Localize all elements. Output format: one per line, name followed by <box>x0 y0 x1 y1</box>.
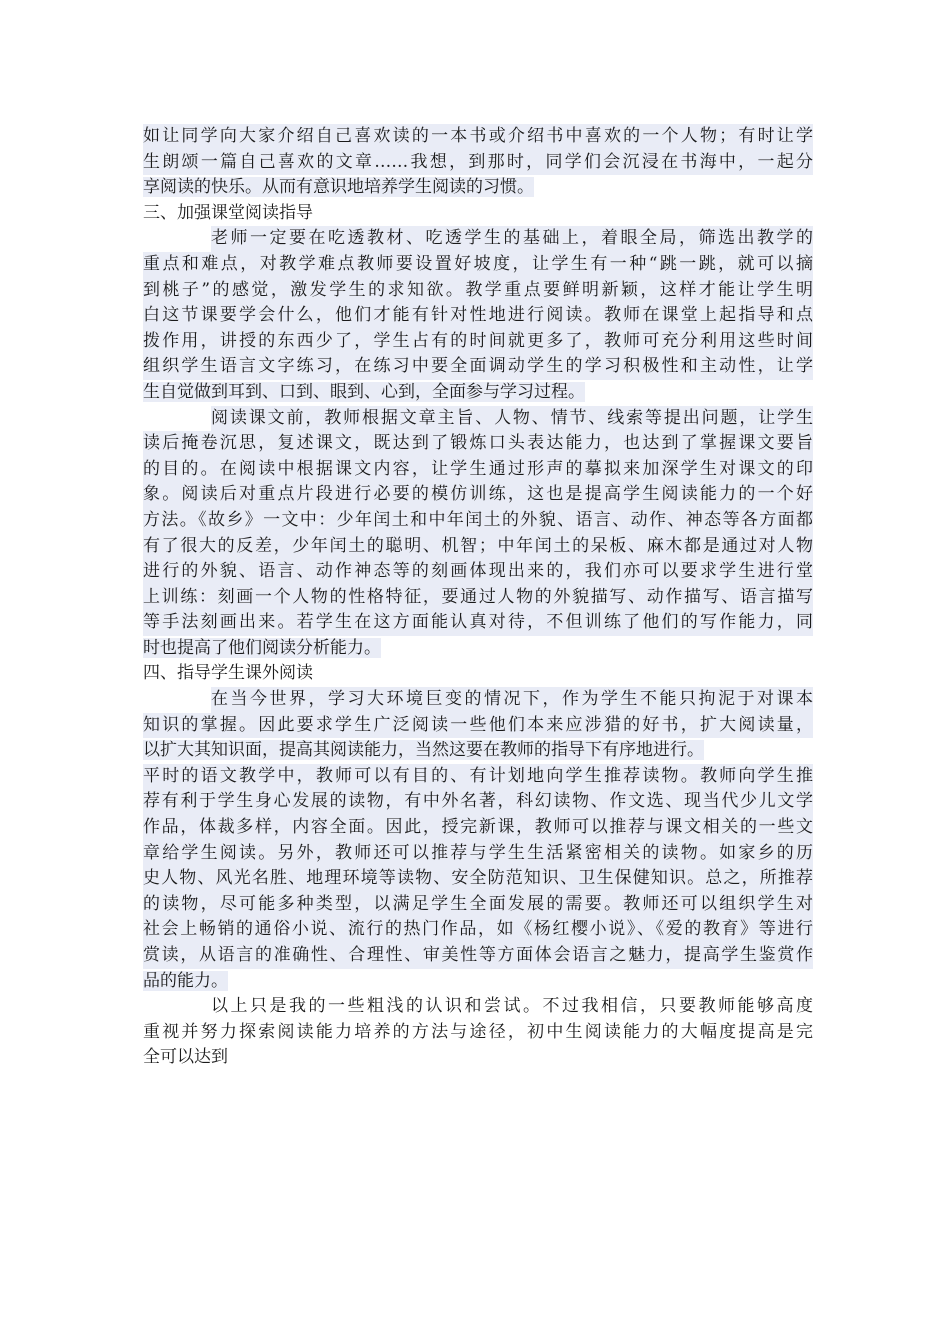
text-line <box>143 303 813 329</box>
text-line <box>143 457 813 483</box>
text-line <box>143 124 813 150</box>
text-line-content: 组织学生语言文字练习，在练习中要全面调动学生的学习积极性和主动性，让学 <box>143 354 813 380</box>
text-line-content: 品的能力。 <box>143 970 228 991</box>
text-line <box>143 815 813 841</box>
text-line-content: 章给学生阅读。另外，教师还可以推荐与学生生活紧密相关的读物。如家乡的历 <box>143 841 813 867</box>
text-line-content: 等手法刻画出来。若学生在这方面能认真对待，不但训练了他们的写作能力，同 <box>143 610 813 636</box>
text-line <box>143 789 813 815</box>
text-line <box>143 175 813 201</box>
text-line <box>143 687 813 713</box>
text-line-content: 荐有利于学生身心发展的读物，有中外名著，科幻读物、作文选、现当代少儿文学 <box>143 789 813 815</box>
text-line-content: 拨作用，讲授的东西少了，学生占有的时间就更多了，教师可充分利用这些时间 <box>143 329 813 355</box>
section-heading-text: 四、指导学生课外阅读 <box>143 663 313 684</box>
text-line <box>143 252 813 278</box>
text-line-content: 到桃子”的感觉，激发学生的求知欲。教学重点要鲜明新颖，这样才能让学生明 <box>143 278 813 304</box>
text-line-content: 的读物，尽可能多种类型，以满足学生全面发展的需要。教师还可以组织学生对 <box>143 892 813 918</box>
section-heading <box>143 661 813 687</box>
text-line <box>143 1020 813 1046</box>
text-line-content: 上训练：刻画一个人物的性格特征，要通过人物的外貌描写、动作描写、语言描写 <box>143 585 813 611</box>
text-line-content: 平时的语文教学中，教师可以有目的、有计划地向学生推荐读物。教师向学生推 <box>143 764 813 790</box>
text-line-content: 进行的外貌、语言、动作神态等的刻画体现出来的，我们亦可以要求学生进行堂 <box>143 559 813 585</box>
text-line <box>143 1045 813 1071</box>
text-line-content: 生自觉做到耳到、口到、眼到、心到，全面参与学习过程。 <box>143 381 585 402</box>
text-line <box>143 329 813 355</box>
text-line-content: 在当今世界，学习大环境巨变的情况下，作为学生不能只拘泥于对课本 <box>211 687 813 713</box>
text-line-content: 读后掩卷沉思，复述课文，既达到了锻炼口头表达能力，也达到了掌握课文要旨 <box>143 431 813 457</box>
text-line-content: 以扩大其知识面，提高其阅读能力，当然这要在教师的指导下有序地进行。 <box>143 740 704 761</box>
text-line-content: 赏读，从语言的准确性、合理性、审美性等方面体会语言之魅力，提高学生鉴赏作 <box>143 943 813 969</box>
text-line <box>143 482 813 508</box>
text-line <box>143 226 813 252</box>
text-line <box>143 150 813 176</box>
text-line-content: 白这节课要学会什么，他们才能有针对性地进行阅读。教师在课堂上起指导和点 <box>143 303 813 329</box>
text-line <box>143 713 813 739</box>
text-line <box>143 866 813 892</box>
text-line <box>143 969 813 995</box>
text-line <box>143 764 813 790</box>
text-line <box>143 892 813 918</box>
text-line-content: 史人物、风光名胜、地理环境等读物、安全防范知识、卫生保健知识。总之，所推荐 <box>143 866 813 892</box>
text-line <box>143 943 813 969</box>
text-line-content: 享阅读的快乐。从而有意识地培养学生阅读的习惯。 <box>143 177 534 198</box>
text-line <box>143 738 813 764</box>
text-line-content: 社会上畅销的通俗小说、流行的热门作品，如《杨红樱小说》、《爱的教育》等进行 <box>143 917 813 943</box>
text-line <box>143 585 813 611</box>
text-line-content: 重视并努力探索阅读能力培养的方法与途径，初中生阅读能力的大幅度提高是完 <box>143 1021 813 1042</box>
text-line-content: 全可以达到 <box>143 1047 228 1068</box>
text-line <box>143 610 813 636</box>
text-line-content: 以上只是我的一些粗浅的认识和尝试。不过我相信，只要教师能够高度 <box>211 996 813 1017</box>
text-line <box>143 508 813 534</box>
text-line-content: 重点和难点，对教学难点教师要设置好坡度，让学生有一种“跳一跳，就可以摘 <box>143 252 813 278</box>
text-line <box>143 994 813 1020</box>
document-body <box>143 124 813 1071</box>
text-line-content: 知识的掌握。因此要求学生广泛阅读一些他们本来应涉猎的好书，扩大阅读量， <box>143 713 813 739</box>
text-line-content: 老师一定要在吃透教材、吃透学生的基础上，着眼全局，筛选出教学的 <box>211 226 813 252</box>
text-line-content: 时也提高了他们阅读分析能力。 <box>143 637 381 658</box>
text-line <box>143 406 813 432</box>
text-line <box>143 380 813 406</box>
text-line-content: 作品，体裁多样，内容全面。因此，授完新课，教师可以推荐与课文相关的一些文 <box>143 815 813 841</box>
text-line-content: 如让同学向大家介绍自己喜欢读的一本书或介绍书中喜欢的一个人物；有时让学 <box>143 124 813 150</box>
text-line <box>143 559 813 585</box>
section-heading-text: 三、加强课堂阅读指导 <box>143 202 313 223</box>
text-line-content: 有了很大的反差，少年闰土的聪明、机智；中年闰土的呆板、麻木都是通过对人物 <box>143 534 813 560</box>
text-line <box>143 278 813 304</box>
text-line-content: 象。阅读后对重点片段进行必要的模仿训练，这也是提高学生阅读能力的一个好 <box>143 482 813 508</box>
text-line-content: 阅读课文前，教师根据文章主旨、人物、情节、线索等提出问题，让学生 <box>211 406 813 432</box>
text-line <box>143 841 813 867</box>
section-heading <box>143 201 813 227</box>
text-line <box>143 431 813 457</box>
text-line-content: 方法。《故乡》一文中：少年闰土和中年闰土的外貌、语言、动作、神态等各方面都 <box>143 508 813 534</box>
text-line <box>143 636 813 662</box>
text-line-content: 的目的。在阅读中根据课文内容，让学生通过形声的摹拟来加深学生对课文的印 <box>143 457 813 483</box>
text-line <box>143 354 813 380</box>
text-line-content: 生朗颂一篇自己喜欢的文章……我想，到那时，同学们会沉浸在书海中，一起分 <box>143 150 813 176</box>
text-line <box>143 917 813 943</box>
text-line <box>143 534 813 560</box>
